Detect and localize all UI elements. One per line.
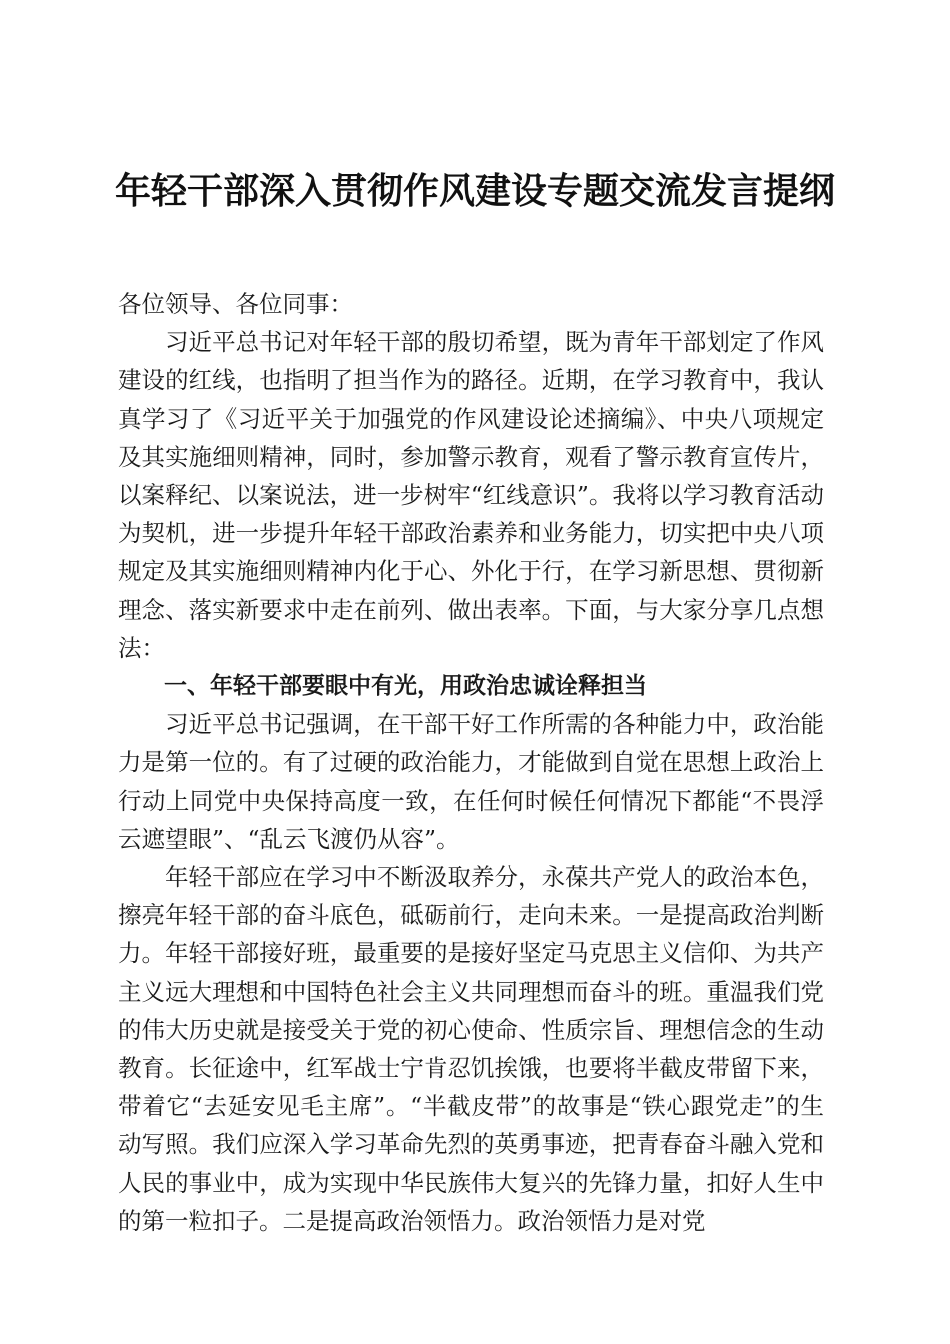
salutation: 各位领导、各位同事：: [118, 290, 353, 318]
section-heading-1: 一、年轻干部要眼中有光，用政治忠诚诠释担当: [164, 673, 647, 700]
paragraph-intro: 习近平总书记对年轻干部的殷切希望，既为青年干部划定了作风建设的红线，也指明了担当作为的路径。近期，在学习教育中，我认真学习了《习近平关于加强党的作风建设论述摘编》、中央八项规定及其实施细则精神，同时，参加警示教育，观看了警示教育宣传片，以案释纪、以案说法，进一步树牢“红线意识”。我将以学习教育活动为契机，进一步提升年轻干部政治素养和业务能力，切实把中央八项规定及其实施细则精神内化于心、外化于行，在学习新思想、贯彻新理念、落实新要求中走在前列、做出表率。下面，与大家分享几点想法：: [118, 328, 824, 662]
document-body: [118, 285, 824, 1240]
paragraph-young-cadres: 年轻干部应在学习中不断汲取养分，永葆共产党人的政治本色，擦亮年轻干部的奋斗底色，砥砺前行，走向未来。一是提高政治判断力。年轻干部接好班，最重要的是接好坚定马克思主义信仰、为共产主义远大理想和中国特色社会主义共同理想而奋斗的班。重温我们党的伟大历史就是接受关于党的初心使命、性质宗旨、理想信念的生动教育。长征途中，红军战士宁肯忍饥挨饿，也要将半截皮带留下来，带着它“去延安见毛主席”。“半截皮带”的故事是“铁心跟党走”的生动写照。我们应深入学习革命先烈的英勇事迹，把青春奋斗融入党和人民的事业中，成为实现中华民族伟大复兴的先锋力量，扣好人生中的第一粒扣子。二是提高政治领悟力。政治领悟力是对党: [118, 863, 824, 1235]
document-title: 年轻干部深入贯彻作风建设专题交流发言提纲: [114, 170, 835, 212]
paragraph-political-ability: 习近平总书记强调，在干部干好工作所需的各种能力中，政治能力是第一位的。有了过硬的政治能力，才能做到自觉在思想上政治上行动上同党中央保持高度一致，在任何时候任何情况下都能“不畏浮云遮望眼”、“乱云飞渡仍从容”。: [118, 710, 824, 853]
